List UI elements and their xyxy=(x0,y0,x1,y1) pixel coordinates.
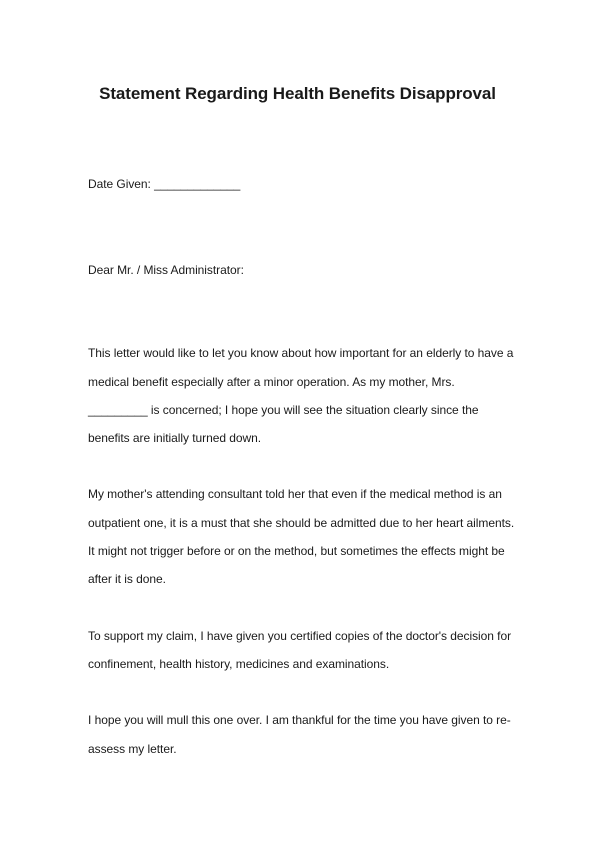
paragraph-line: This letter would like to let you know about how important for an elderly to have a xyxy=(88,346,514,360)
paragraph-line: To support my claim, I have given you certified copies of the doctor's decision for xyxy=(88,629,512,643)
paragraph-line: after it is done. xyxy=(88,572,166,586)
date-given-line: Date Given: _____________ xyxy=(88,177,241,191)
paragraph-line: medical benefit especially after a minor operation. As my mother, Mrs. xyxy=(88,375,455,389)
document-title: Statement Regarding Health Benefits Disapproval xyxy=(99,84,496,103)
paragraph-line: assess my letter. xyxy=(88,742,177,756)
paragraph-line: I hope you will mull this one over. I am thankful for the time you have given to re- xyxy=(88,713,511,727)
salutation: Dear Mr. / Miss Administrator: xyxy=(88,263,244,277)
paragraph-line: It might not trigger before or on the method, but sometimes the effects might be xyxy=(88,544,505,558)
paragraph-line: outpatient one, it is a must that she should be admitted due to her heart ailments. xyxy=(88,516,515,530)
paragraph-line: _________ is concerned; I hope you will see the situation clearly since the xyxy=(88,403,479,417)
paragraph-line: My mother's attending consultant told her that even if the medical method is an xyxy=(88,487,502,501)
paragraph-line: benefits are initially turned down. xyxy=(88,431,262,445)
paragraph-line: confinement, health history, medicines and examinations. xyxy=(88,657,390,671)
